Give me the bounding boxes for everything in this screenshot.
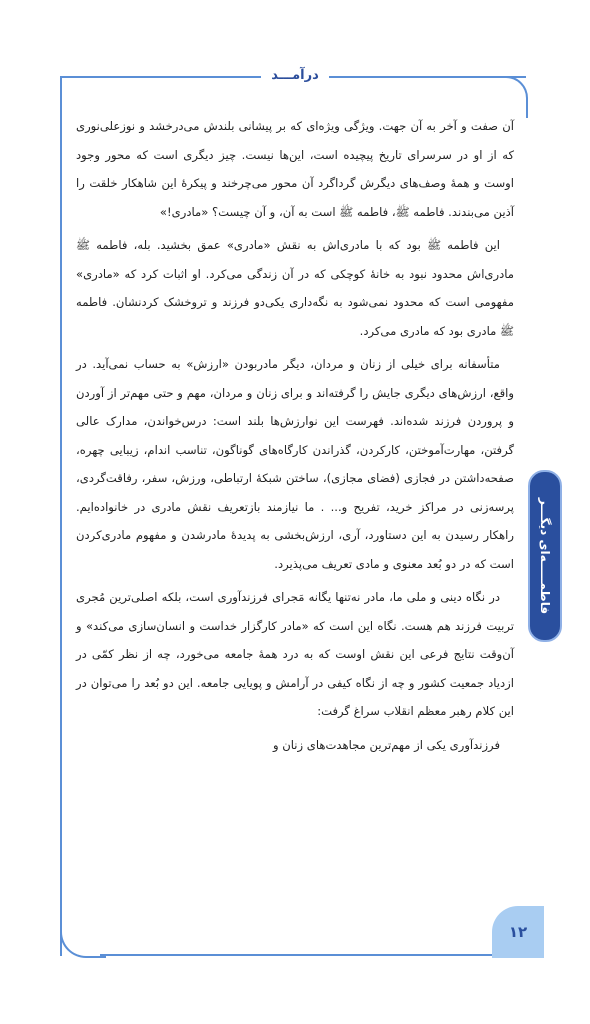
- page-number: ۱۲: [508, 923, 528, 941]
- frame-bottom-left-corner: [60, 906, 106, 958]
- paragraph: در نگاه دینی و ملی ما، مادر نه‌تنها یگانه مَجرای فرزندآوری است، بلکه اصلی‌ترین مُجری تربیت فرزند هم هست. نگاه این است که «مادر کارگزار خداست و انسان‌سازی می‌کند» و آن‌وقت نتایج فرعی این نقش اوست که به درد همهٔ جامعه می‌خورد، چه از نظر کمّی در ازدیاد جمعیت کشور و چه از نگاه کیفی در آرامش و پویایی جامعه. این دو بُعد را می‌توان در این کلام رهبر معظم انقلاب سراغ گرفت:: [76, 590, 514, 718]
- body-text: [76, 112, 514, 764]
- section-header: [0, 64, 590, 83]
- page-number-block: [492, 906, 544, 958]
- frame-bottom-border: [100, 954, 500, 956]
- paragraph: آن صفت و آخر به آن جهت. ویژگی ویژه‌ای که بر پیشانی بلندش می‌درخشد و نوزعلی‌نوری که از او در سرسرای تاریخ پیچیده است، این‌ها نیست. چیز دیگری است که محور وجود اوست و همهٔ وصف‌های دیگرش گرداگرد آن محور می‌چرخند و پیکرهٔ این شاهکار خلقت را آذین می‌بندند. فاطمه ﷺ، فاطمه ﷺ است به آن، و آن چیست؟ «مادری!»: [76, 119, 514, 219]
- paragraph: فرزندآوری یکی از مهم‌ترین مجاهدت‌های زنان و: [272, 737, 500, 752]
- frame-left-border: [60, 76, 62, 956]
- paragraph: متأسفانه برای خیلی از زنان و مردان، دیگر مادربودن «ارزش» به حساب نمی‌آید. در واقع، ارزش‌های دیگری جایش را گرفته‌اند و برای زنان و مردان، مهم و حتی مهم‌تر از آوردن و پروردن فرزند شده‌اند. فهرست این نوارزش‌ها بلند است: درس‌خواندن، مدارک عالی گرفتن، مهارت‌آموختن، کارکردن، گذراندن کارگاه‌های گوناگون، تناسب اندام، زیبایی چهره، صفحه‌داشتن در فجازی (فضای مجازی)، ساختن شبکهٔ ارتباطی، ورزش، سفر، رفاقت‌گردی، پرسه‌زنی در مراکز خرید، تفریح و... . ما نیازمند بازتعریف نقش مادری در خانواده‌ایم. راهکار رسیدن به این دستاورد، آری، ارزش‌بخشی به پدیدهٔ مادرشدن و مفهوم مادری‌کردن است که در دو بُعد معنوی و مادی تعریف می‌پذیرد.: [76, 357, 514, 571]
- chapter-tab-label: فاطمـــــه‌ای دیگـــر: [538, 497, 552, 615]
- chapter-side-tab: [528, 470, 562, 642]
- section-title: درآمـــد: [261, 68, 329, 83]
- paragraph: این فاطمه ﷺ بود که با مادری‌اش به نقش «مادری» عمق بخشید. بله، فاطمه ﷺ مادری‌اش محدود نبود به خانهٔ کوچکی که در آن زندگی می‌کرد. او اثبات کرد که «مادری» مفهومی است که محدود نمی‌شود به نگه‌داری یکی‌دو فرزند و تروخشک کردنشان. فاطمه ﷺ مادری بود که مادری می‌کرد.: [76, 238, 514, 338]
